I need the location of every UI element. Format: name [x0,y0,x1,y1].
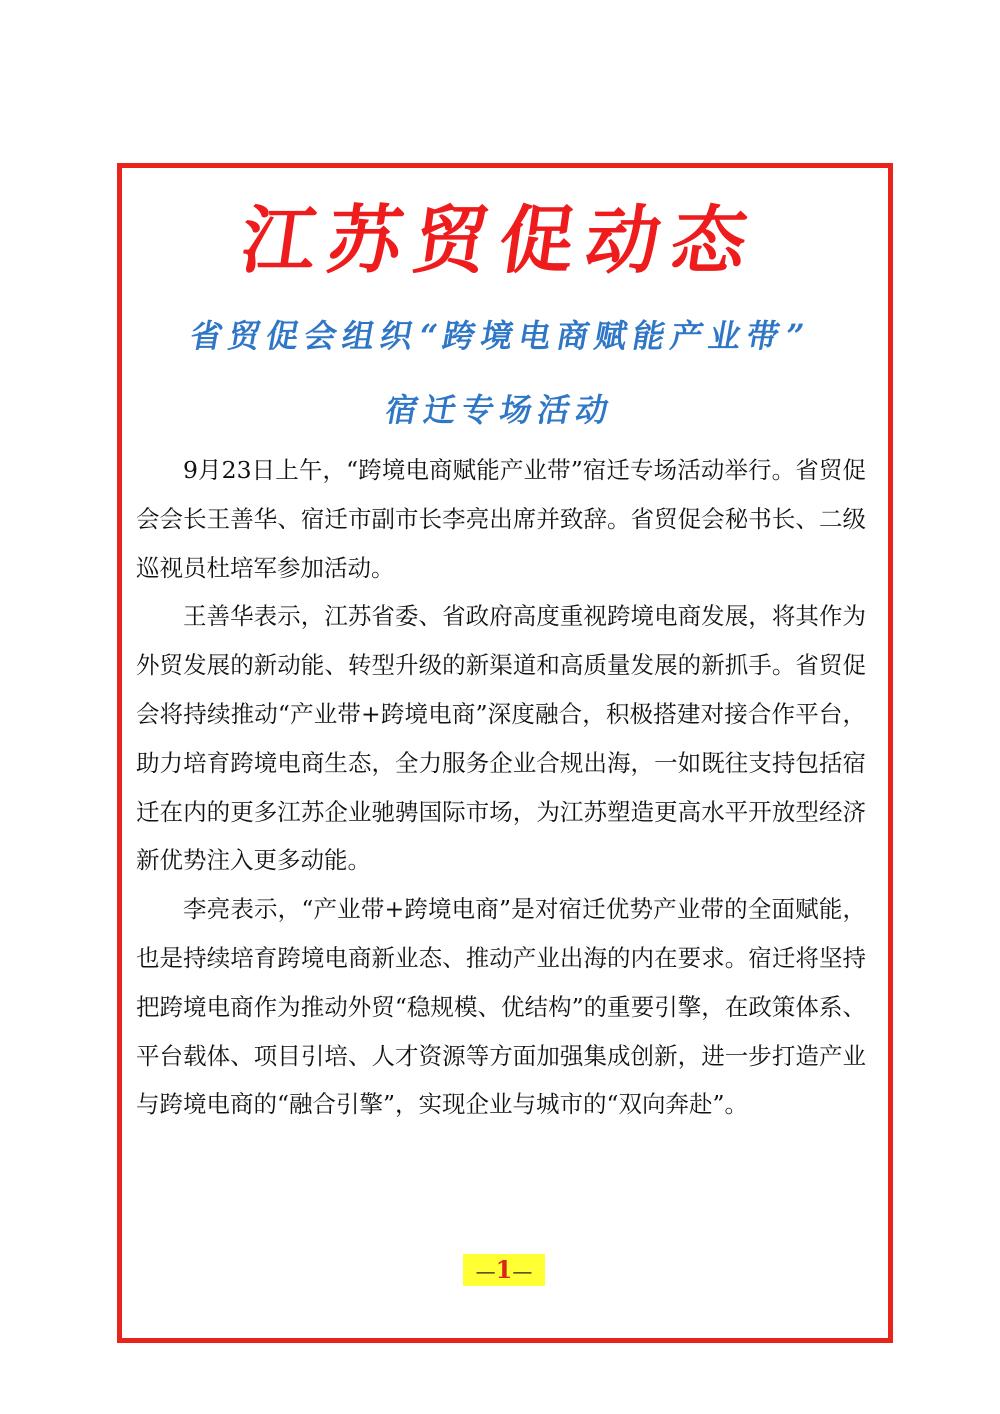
headline-line-1: 省贸促会组织“跨境电商赋能产业带” [187,317,813,355]
paragraph-3: 李亮表示，“产业带+跨境电商”是对宿迁优势产业带的全面赋能，也是持续培育跨境电商新业态、推动产业出海的内在要求。宿迁将坚持把跨境电商作为推动外贸“稳规模、优结构”的重要引擎，在政策体系、平台载体、项目引培、人才资源等方面加强集成创新，进一步打造产业与跨境电商的“融合引擎”，实现企业与城市的“双向奔赴”。 [136,895,866,1119]
masthead-title: 江苏贸促动态 [235,198,765,284]
page-number: 1 [495,1255,513,1284]
page-number-dash-left: — [475,1259,496,1283]
paragraph-2: 王善华表示，江苏省委、省政府高度重视跨境电商发展，将其作为外贸发展的新动能、转型升级的新渠道和高质量发展的新抓手。省贸促会将持续推动“产业带+跨境电商”深度融合，积极搭建对接合作平台，助力培育跨境电商生态，全力服务企业合规出海，一如既往支持包括宿迁在内的更多江苏企业驰骋国际市场，为江苏塑造更高水平开放型经济新优势注入更多动能。 [136,602,866,875]
headline-line-2: 宿迁专场活动 [382,391,618,429]
paragraph-1: 9月23日上午，“跨境电商赋能产业带”宿迁专场活动举行。省贸促会会长王善华、宿迁市副市长李亮出席并致辞。省贸促会秘书长、二级巡视员杜培军参加活动。 [136,456,866,582]
page-number-dash-right: — [512,1259,533,1283]
article-body [136,446,866,1129]
page-number-badge [463,1254,545,1286]
